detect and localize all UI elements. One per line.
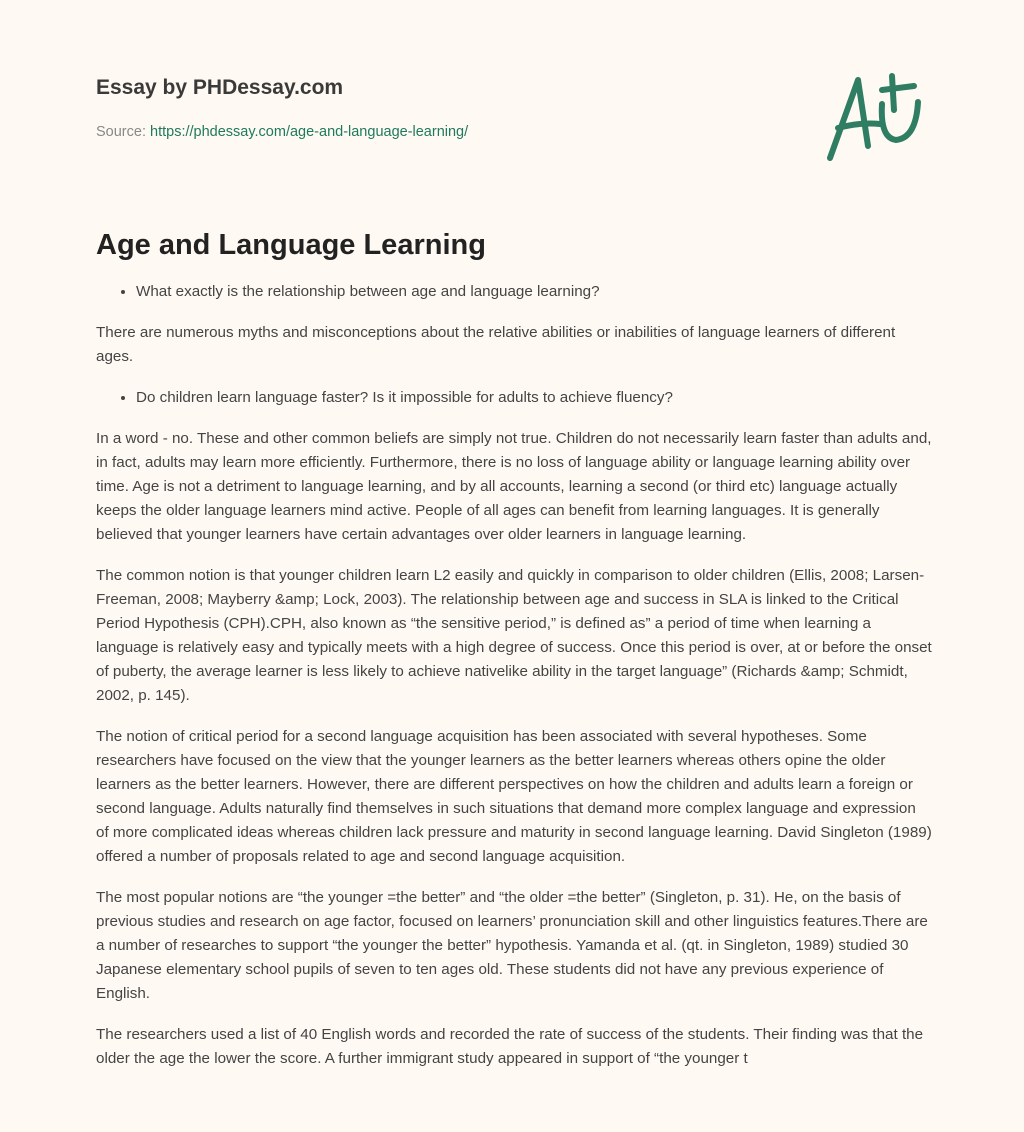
paragraph: The most popular notions are “the younger =the better” and “the older =the better” (Singleton, p. 31). He, on the basis of previous studies and research on age factor, focused on learners’ pronunciation skill and other linguistics features.There are a number of researches to support “the younger the better” hypothesis. Yamanda et al. (qt. in Singleton, 1989) studied 30 Japanese elementary school pupils of seven to ten ages old. These students did not have any previous experience of English. [96, 889, 928, 1002]
page-header [0, 0, 1024, 200]
bullet-item: • What exactly is the relationship between age and language learning? [136, 280, 932, 304]
a-plus-logo-icon [820, 66, 930, 166]
paragraph: The researchers used a list of 40 English words and recorded the rate of success of the students. Their finding was that the older the age the lower the score. A further immigrant study appeared in support of “the younger t [96, 1026, 924, 1067]
paragraph: In a word - no. These and other common beliefs are simply not true. Children do not necessarily learn faster than adults and, in fact, adults may learn more efficiently. Furthermore, there is no loss of language ability or language learning ability over time. Age is not a detriment to language learning, and by all accounts, learning a second (or third etc) language actually keeps the older language learners mind active. People of all ages can benefit from learning languages. It is generally believed that younger learners have certain advantages over older learners in language learning. [96, 430, 932, 543]
source-label: Source: [96, 124, 146, 140]
article-title: Age and Language Learning [96, 229, 486, 261]
bullet-item: • Do children learn language faster? Is it impossible for adults to achieve fluency? [136, 386, 932, 410]
source-line [96, 124, 468, 140]
paragraph: The common notion is that younger children learn L2 easily and quickly in comparison to older children (Ellis, 2008; Larsen-Freeman, 2008; Mayberry &amp; Lock, 2003). The relationship between age and success in SLA is linked to the Critical Period Hypothesis (CPH).CPH, also known as “the sensitive period,” is defined as” a period of time when learning a language is relatively easy and typically meets with a high degree of success. Once this period is over, at or before the onset of puberty, the average learner is less likely to achieve nativelike ability in the target language” (Richards &amp; Schmidt, 2002, p. 145). [96, 567, 932, 704]
bullet-list [96, 386, 932, 410]
article [96, 226, 932, 1088]
source-link[interactable]: https://phdessay.com/age-and-language-learning/ [150, 124, 469, 140]
paragraph: The notion of critical period for a second language acquisition has been associated with several hypotheses. Some researchers have focused on the view that the younger learners as the better learners whereas others opine the older learners as the better learners. However, there are different perspectives on how the children and adults learn a foreign or second language. Adults naturally find themselves in such situations that demand more complex language and expression of more complicated ideas whereas children lack pressure and maturity in second language learning. David Singleton (1989) offered a number of proposals related to age and second language acquisition. [96, 728, 932, 865]
bullet-list [96, 280, 932, 304]
brand-title: Essay by PHDessay.com [96, 76, 344, 99]
paragraph: There are numerous myths and misconceptions about the relative abilities or inabilities of language learners of different ages. [96, 324, 896, 365]
